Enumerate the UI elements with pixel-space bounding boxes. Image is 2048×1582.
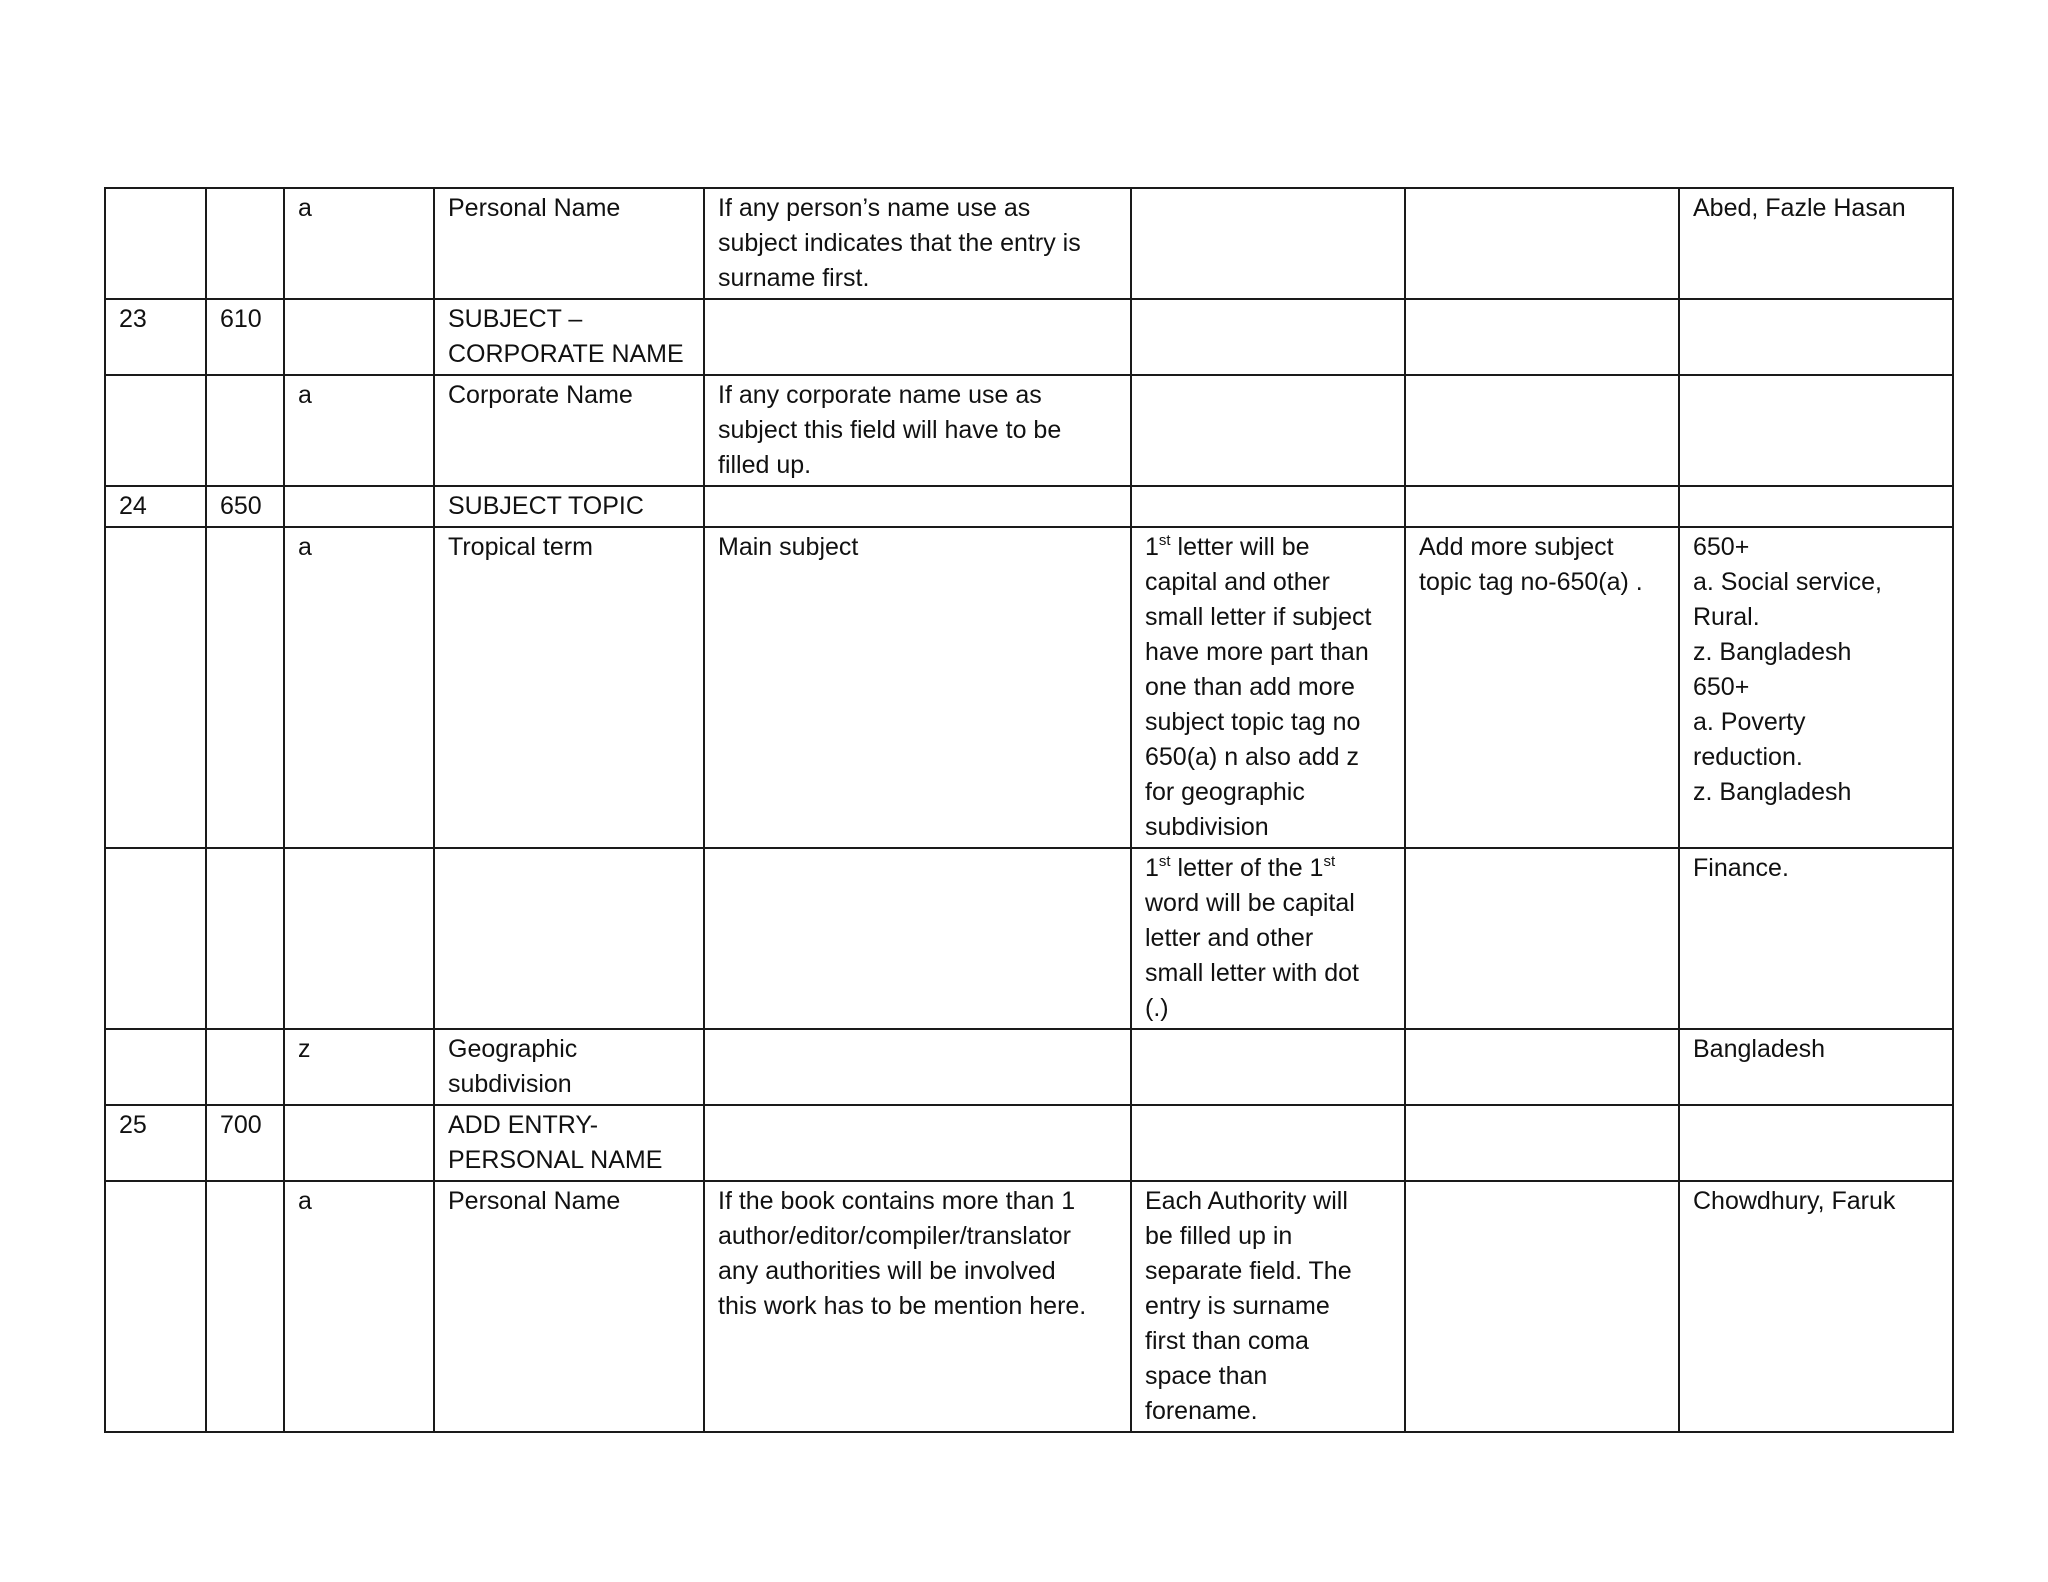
cell-field-name: Personal Name (434, 1181, 704, 1432)
cell-rule (1131, 486, 1405, 527)
cell-serial (105, 1029, 206, 1105)
rule-ordinal: 1 (1145, 533, 1159, 561)
table-row (105, 1029, 1953, 1105)
cell-tag (206, 375, 284, 486)
table-row (105, 299, 1953, 375)
cell-description (704, 1105, 1131, 1181)
cell-note (1405, 188, 1679, 299)
cell-field-name: ADD ENTRY- PERSONAL NAME (434, 1105, 704, 1181)
cell-description (704, 848, 1131, 1029)
table-row (105, 486, 1953, 527)
cell-subfield: a (284, 527, 434, 848)
cell-field-name: SUBJECT – CORPORATE NAME (434, 299, 704, 375)
cell-rule (1131, 375, 1405, 486)
cell-field-name: Corporate Name (434, 375, 704, 486)
rule-text: letter will be capital and other small letter if subject have more part than one than add more subject topic tag no 650(a) n also add z for geographic subdivision (1145, 533, 1372, 841)
cell-note (1405, 1029, 1679, 1105)
rule-ordinal-suffix: st (1158, 853, 1171, 870)
cell-serial (105, 375, 206, 486)
rule-ordinal: 1 (1145, 854, 1159, 882)
cell-note (1405, 486, 1679, 527)
cell-serial (105, 848, 206, 1029)
cell-description: Main subject (704, 527, 1131, 848)
rule-text-mid: letter of the 1 (1170, 854, 1324, 882)
cell-rule (1131, 848, 1405, 1029)
cell-note (1405, 375, 1679, 486)
cell-example: Chowdhury, Faruk (1679, 1181, 1953, 1432)
rule-text: word will be capital letter and other small letter with dot (.) (1145, 889, 1359, 1022)
cell-note: Add more subject topic tag no-650(a) . (1405, 527, 1679, 848)
cell-field-name: Personal Name (434, 188, 704, 299)
cell-field-name: Geographic subdivision (434, 1029, 704, 1105)
cell-rule (1131, 188, 1405, 299)
cell-example (1679, 486, 1953, 527)
cell-subfield (284, 1105, 434, 1181)
table-row (105, 188, 1953, 299)
cell-serial (105, 1181, 206, 1432)
cell-example: Abed, Fazle Hasan (1679, 188, 1953, 299)
cell-rule (1131, 527, 1405, 848)
cell-tag (206, 188, 284, 299)
cell-example: Bangladesh (1679, 1029, 1953, 1105)
rule-ordinal-suffix-2: st (1323, 853, 1336, 870)
cell-rule (1131, 1029, 1405, 1105)
cell-description (704, 486, 1131, 527)
cell-rule (1131, 299, 1405, 375)
cell-subfield: a (284, 1181, 434, 1432)
table-row (105, 848, 1953, 1029)
cell-field-name: SUBJECT TOPIC (434, 486, 704, 527)
cell-description: If any person’s name use as subject indicates that the entry is surname first. (704, 188, 1131, 299)
cell-subfield (284, 299, 434, 375)
table-row (105, 527, 1953, 848)
cell-tag (206, 1181, 284, 1432)
cell-note (1405, 848, 1679, 1029)
cell-rule (1131, 1105, 1405, 1181)
table-row (105, 1181, 1953, 1432)
cell-example (1679, 1105, 1953, 1181)
cell-tag (206, 1029, 284, 1105)
cell-serial (105, 527, 206, 848)
cell-serial: 25 (105, 1105, 206, 1181)
cell-note (1405, 1105, 1679, 1181)
cell-rule: Each Authority will be filled up in separate field. The entry is surname first than coma space than forename. (1131, 1181, 1405, 1432)
cell-example: 650+ a. Social service, Rural. z. Bangladesh 650+ a. Poverty reduction. z. Bangladesh (1679, 527, 1953, 848)
table-row (105, 375, 1953, 486)
cell-subfield (284, 486, 434, 527)
cell-serial: 24 (105, 486, 206, 527)
cell-description (704, 299, 1131, 375)
cell-example (1679, 299, 1953, 375)
cell-subfield (284, 848, 434, 1029)
table-row (105, 1105, 1953, 1181)
cell-field-name: Tropical term (434, 527, 704, 848)
cell-field-name (434, 848, 704, 1029)
cell-note (1405, 299, 1679, 375)
cell-serial: 23 (105, 299, 206, 375)
cell-tag: 650 (206, 486, 284, 527)
cell-subfield: a (284, 188, 434, 299)
cell-subfield: z (284, 1029, 434, 1105)
cell-example (1679, 375, 1953, 486)
cell-example: Finance. (1679, 848, 1953, 1029)
cell-subfield: a (284, 375, 434, 486)
cell-description: If any corporate name use as subject this field will have to be filled up. (704, 375, 1131, 486)
cell-tag (206, 848, 284, 1029)
rule-ordinal-suffix: st (1158, 532, 1171, 549)
cell-description (704, 1029, 1131, 1105)
cell-note (1405, 1181, 1679, 1432)
cell-tag: 700 (206, 1105, 284, 1181)
cell-tag: 610 (206, 299, 284, 375)
cell-tag (206, 527, 284, 848)
marc-field-table (104, 187, 1954, 1433)
cell-description: If the book contains more than 1 author/editor/compiler/translator any authorities will be involved this work has to be mention here. (704, 1181, 1131, 1432)
cell-serial (105, 188, 206, 299)
